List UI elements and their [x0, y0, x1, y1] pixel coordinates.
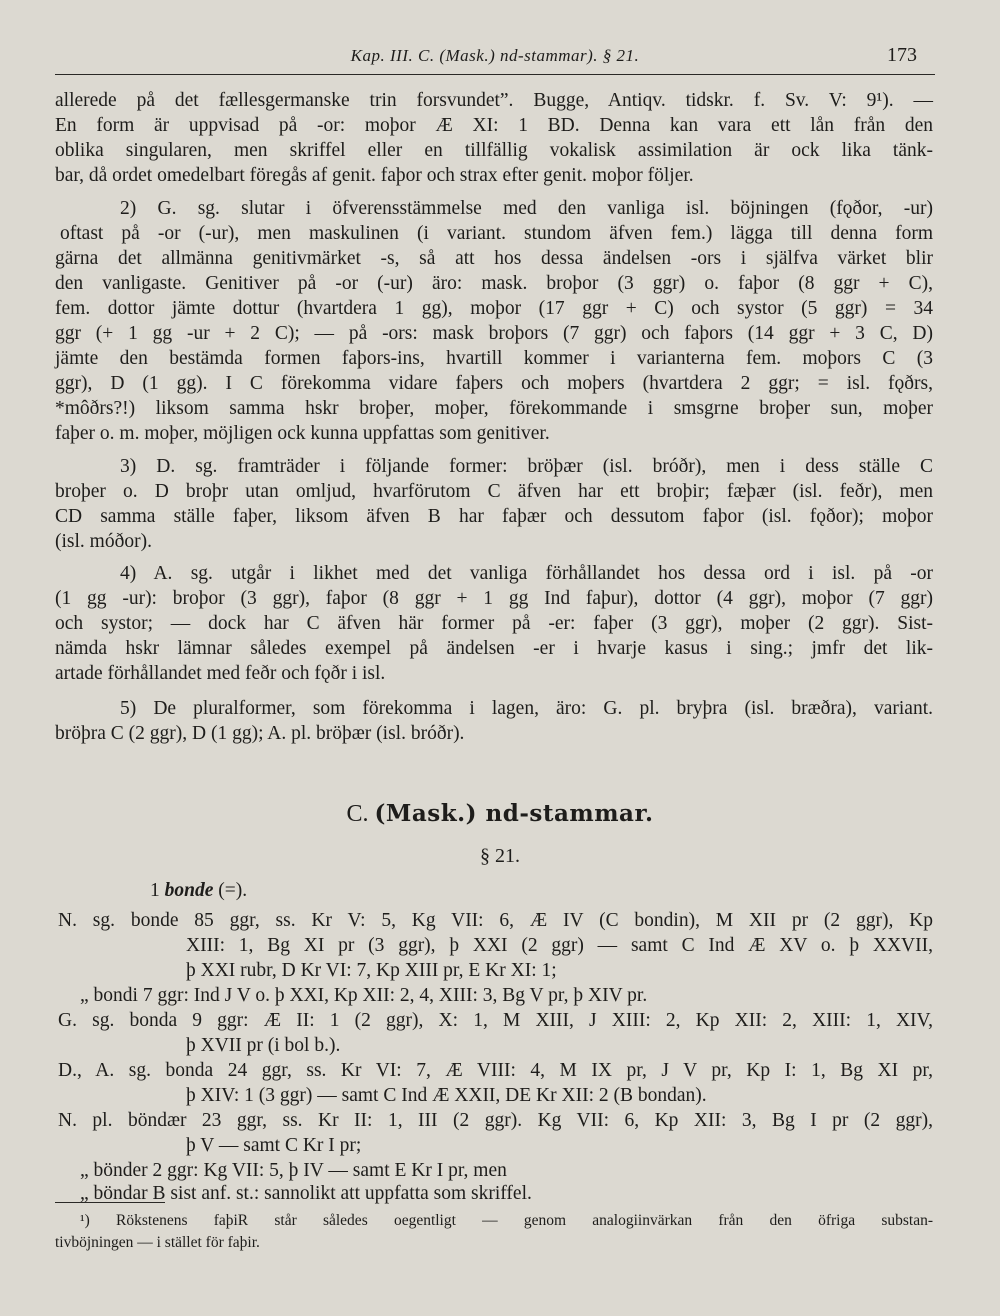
body-line: den vanligaste. Genitiver på -or (-ur) äro: mask. broþor (3 ggr) o. faþor (8 ggr + C),: [55, 273, 933, 294]
body-line: nämda hskr lämnar således exempel på ändelsen -er i hvarje kasus i sing.; jmfr det lik-: [55, 638, 933, 659]
paradigm-line: „ bondi 7 ggr: Ind J V o. þ XXI, Kp XII: 2, 4, XIII: 3, Bg V pr, þ XIV pr.: [80, 985, 648, 1006]
body-line: fem. dottor jämte dottur (hvartdera 1 gg), moþor (17 ggr + C) och systor (5 ggr) = 34: [55, 298, 933, 319]
page-number: 173: [887, 44, 917, 66]
body-line: 3) D. sg. framträder i följande former: bröþær (isl. bróðr), men i dess ställe C: [120, 456, 933, 477]
body-line: (1 gg -ur): broþor (3 ggr), faþor (8 ggr + 1 gg Ind faþur), dottor (4 ggr), moþor (7 ggr): [55, 588, 933, 609]
paradigm-line: G. sg. bonda 9 ggr: Æ II: 1 (2 ggr), X: 1, M XIII, J XIII: 2, Kp XII: 2, XIII: 1, XIV,: [58, 1010, 933, 1031]
section-title: (Mask.) nd-stammar.: [374, 800, 654, 827]
paradigm-line: „ bönder 2 ggr: Kg VII: 5, þ IV — samt E Kr I pr, men: [80, 1160, 507, 1181]
footnote-rule: [55, 1202, 165, 1203]
footnote-line: ¹) Rökstenens faþiR står således oegentligt — genom analogiinvärkan från den öfriga substan-: [80, 1212, 933, 1229]
body-line: och systor; — dock har C äfven här former på -er: faþer (3 ggr), moþer (2 ggr). Sist-: [55, 613, 933, 634]
body-line: jämte den bestämda formen faþors-ins, hvartill kommer i varianterna fem. moþors C (3: [55, 348, 933, 369]
body-line: 2) G. sg. slutar i öfverensstämmelse med den vanliga isl. böjningen (fǫðor, -ur): [120, 198, 933, 219]
body-line: oblika singularen, men skriffel eller en tillfällig vokalisk assimilation är ock lika tänk-: [55, 140, 933, 161]
paradigm-note: (=).: [218, 880, 248, 901]
running-title: Kap. III. C. (Mask.) nd-stammar). § 21.: [350, 46, 640, 65]
body-line: ggr), D (1 gg). I C förekomma vidare faþers och moþers (hvartdera 2 ggr; = isl. fǫðrs,: [55, 373, 933, 394]
paradigm-line: D., A. sg. bonda 24 ggr, ss. Kr VI: 7, Æ VIII: 4, M IX pr, J V pr, Kp I: 1, Bg XI pr,: [58, 1060, 933, 1081]
paradigm-word: bonde: [164, 880, 214, 901]
body-line: (isl. móðor).: [55, 531, 152, 552]
body-line: 4) A. sg. utgår i likhet med det vanliga förhållandet hos dessa ord i isl. på -or: [120, 563, 933, 584]
body-line: ggr (+ 1 gg -ur + 2 C); — på -ors: mask broþors (7 ggr) och faþors (14 ggr + 3 C, D): [55, 323, 933, 344]
paradigm-number: 1: [150, 880, 160, 901]
paradigm-line: þ XVII pr (i bol b.).: [186, 1035, 341, 1056]
paradigm-line: „ böndar B sist anf. st.: sannolikt att uppfatta som skriffel.: [80, 1183, 532, 1204]
body-line: CD samma ställe faþer, liksom äfven B har faþær och dessutom faþor (isl. fǫðor); moþor: [55, 506, 933, 527]
body-line: broþer o. D broþr utan omljud, hvarförutom C äfven har ett broþir; fæþær (isl. feðr), men: [55, 481, 933, 502]
body-line: allerede på det fællesgermanske trin forsvundet”. Bugge, Antiqv. tidskr. f. Sv. V: 9¹). —: [55, 90, 933, 111]
section-letter: C.: [346, 801, 369, 827]
body-line: bröþra C (2 ggr), D (1 gg); A. pl. bröþær (isl. bróðr).: [55, 723, 465, 744]
body-line: artade förhållandet med feðr och fǫðr i isl.: [55, 663, 386, 684]
paradigm-line: þ XXI rubr, D Kr VI: 7, Kp XIII pr, E Kr XI: 1;: [186, 960, 557, 981]
paradigm-line: þ V — samt C Kr I pr;: [186, 1135, 362, 1156]
body-line: *môðrs?!) liksom samma hskr broþer, moþer, förekommande i smsgrne broþer sun, moþer: [55, 398, 933, 419]
body-line: gärna det allmänna genitivmärket -s, så att hos dessa ändelsen -ors i själfva värket blir: [55, 248, 933, 269]
paradigm-line: XIII: 1, Bg XI pr (3 ggr), þ XXI (2 ggr) — samt C Ind Æ XV o. þ XXVII,: [186, 935, 933, 956]
body-line: oftast på -or (-ur), men maskulinen (i variant. stundom äfven fem.) lägga till denna form: [60, 223, 933, 244]
body-line: bar, då ordet omedelbart föregås af genit. faþor och strax efter genit. moþor följer.: [55, 165, 694, 186]
body-line: faþer o. m. moþer, möjligen ock kunna uppfattas som genitiver.: [55, 423, 550, 444]
paradigm-line: þ XIV: 1 (3 ggr) — samt C Ind Æ XXII, DE Kr XII: 2 (B bondan).: [186, 1085, 707, 1106]
paradigm-heading: [150, 880, 247, 902]
paragraph-number: § 21.: [480, 845, 520, 867]
paradigm-line: N. sg. bonde 85 ggr, ss. Kr V: 5, Kg VII: 6, Æ IV (C bondin), M XII pr (2 ggr), Kp: [58, 910, 933, 931]
section-heading: [0, 800, 1000, 828]
footnote-line: tivböjningen — i stället för faþir.: [55, 1234, 260, 1251]
paradigm-line: N. pl. böndær 23 ggr, ss. Kr II: 1, III (2 ggr). Kg VII: 6, Kp XII: 3, Bg I pr (2 ggr),: [58, 1110, 933, 1131]
page-header: [55, 44, 935, 75]
body-line: En form är uppvisad på -or: moþor Æ XI: 1 BD. Denna kan vara ett lån från den: [55, 115, 933, 136]
body-line: 5) De pluralformer, som förekomma i lagen, äro: G. pl. bryþra (isl. bræðra), variant.: [120, 698, 933, 719]
